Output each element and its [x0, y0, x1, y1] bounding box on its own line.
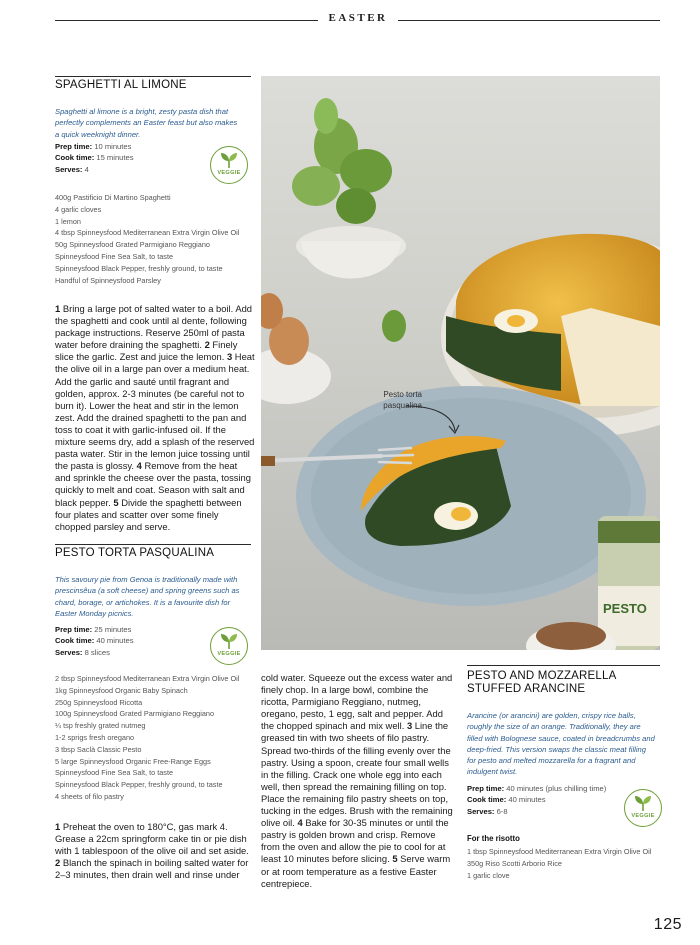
ingredients-list — [55, 673, 239, 803]
recipe-meta: Prep time: 40 minutes (plus chilling time) Cook time: 40 minutes Serves: 6-8 — [467, 784, 607, 816]
ingredient: 250g Spinneysfood Ricotta — [55, 697, 143, 707]
method-text: 1 Bring a large pot of salted water to a boil. Add the spaghetti and cook until al dente, following package instructions. Reserve 250ml of pasta water before draining the spaghetti. 2 Finely slice the garlic. Zest and juice the lemon. 3 Heat the olive oil in a large pan over a medium heat. Add the garlic and sauté until fragrant and golden, approx. 2-3 minutes (be careful not to burn it). Lower the heat and stir in the lemon zest. Add the drained spaghetti to the pan and toss to coat it with garlic-infused oil. If the mixture seems dry, add a splash of the reserved pasta water. Stir in the lemon juice tossing until the pasta is glossy. 4 Remove from the heat and sprinkle the cheese over the pasta, tossing quickly to melt and coat. Season with salt and black pepper. 5 Divide the spaghetti between four plates and scatter over some finely chopped parsley and serve. — [55, 303, 255, 532]
ingredient: 100g Spinneysfood Grated Parmigiano Reggiano — [55, 709, 215, 719]
recipe-intro: Spaghetti al limone is a bright, zesty pasta dish that perfectly complements an Easter feast but also makes a quick weeknight dinner. — [55, 107, 238, 139]
ingredient: 1-2 sprigs fresh oregano — [55, 732, 135, 742]
recipe-rule — [55, 76, 251, 77]
leaf-icon — [220, 632, 238, 650]
recipe-meta: Prep time: 10 minutes Cook time: 15 minutes Serves: 4 — [55, 142, 134, 174]
ingredient: 1 tbsp Spinneysfood Mediterranean Extra Virgin Olive Oil — [467, 847, 652, 856]
jar-label: PESTO — [603, 601, 647, 616]
leaf-icon — [220, 151, 238, 169]
ingredient: 5 large Spinneysfood Organic Free-Range Eggs — [55, 756, 211, 766]
header-rule-right — [398, 20, 660, 21]
ingredient: ¼ tsp freshly grated nutmeg — [55, 721, 146, 731]
ingredient: 3 tbsp Saclà Classic Pesto — [55, 744, 142, 754]
pie-photo-illustration — [261, 76, 660, 650]
ingredient-group-header: For the risotto — [467, 834, 520, 843]
ingredient: 4 sheets of filo pastry — [55, 791, 124, 801]
ingredients-list — [467, 846, 651, 881]
header-rule-left — [55, 20, 318, 21]
ingredient: Spinneysfood Black Pepper, freshly ground, to taste — [55, 263, 223, 273]
ingredient: 1kg Spinneysfood Organic Baby Spinach — [55, 685, 188, 695]
ingredient: 2 tbsp Spinneysfood Mediterranean Extra Virgin Olive Oil — [55, 674, 240, 683]
veggie-badge: VEGGIE — [210, 627, 248, 665]
page-number: 125 — [653, 916, 682, 933]
recipe-rule — [467, 665, 660, 666]
ingredient: Spinneysfood Black Pepper, freshly ground, to taste — [55, 780, 223, 790]
method-text: 1 Preheat the oven to 180°C, gas mark 4. Grease a 22cm springform cake tin or pie dish with 1 tablespoon of the olive oil and set aside. 2 Blanch the spinach in boiling salted water for 2–3 minutes, then drain well and rinse under — [55, 821, 249, 881]
ingredient: 50g Spinneysfood Grated Parmigiano Reggiano — [55, 240, 210, 250]
leaf-icon — [634, 794, 652, 812]
ingredient: 1 garlic clove — [467, 870, 510, 880]
ingredient: Handful of Spinneysfood Parsley — [55, 275, 161, 285]
food-photo — [261, 76, 660, 650]
recipe-title: SPAGHETTI AL LIMONE — [55, 79, 187, 91]
ingredient: Spinneysfood Fine Sea Salt, to taste — [55, 251, 174, 261]
ingredient: 350g Riso Scotti Arborio Rice — [467, 858, 562, 868]
photo-caption: Pesto torta pasqualina — [383, 390, 422, 410]
veggie-badge: VEGGIE — [210, 146, 248, 184]
ingredient: 1 lemon — [55, 216, 81, 226]
recipe-intro: Arancine (or arancini) are golden, crispy rice balls, roughly the size of an orange. Traditionally, they are filled with Bolognese sauce, coated in breadcrumbs and deep-fried. This version swaps the classic meat filling for pesto and melted mozzarella for a fragrant and indulgent twist. — [467, 711, 655, 777]
ingredient: 4 tbsp Spinneysfood Mediterranean Extra Virgin Olive Oil — [55, 228, 240, 238]
section-title: EASTER — [328, 12, 388, 24]
ingredient: 4 garlic cloves — [55, 204, 102, 214]
recipe-title: PESTO AND MOZZARELLA STUFFED ARANCINE — [467, 670, 617, 695]
recipe-meta: Prep time: 25 minutes Cook time: 40 minutes Serves: 8 slices — [55, 625, 134, 657]
ingredient: Spinneysfood Fine Sea Salt, to taste — [55, 768, 174, 778]
recipe-intro: This savoury pie from Genoa is traditionally made with prescinsêua (a soft cheese) and spring greens such as chard, borage, or artichokes. It is a favourite dish for Easter Monday picnics. — [55, 575, 240, 618]
ingredient: 400g Pastificio Di Martino Spaghetti — [55, 193, 171, 202]
recipe-title: PESTO TORTA PASQUALINA — [55, 547, 215, 559]
veggie-badge: VEGGIE — [624, 789, 662, 827]
method-text-continued: cold water. Squeeze out the excess water and finely chop. In a large bowl, combine the ricotta, Parmigiano Reggiano, nutmeg, oregano, pesto, 1 egg, salt and pepper. Add the chopped spinach and mix well. 3 Line the greased tin with two sheets of filo pastry. Spread two-thirds of the filling evenly over the pastry. Using a spoon, create four small wells in the filling. Crack one whole egg into each well, then spread the remaining filling on top. Place the remaining filo pastry sheets on top, tucking in the edges. Brush with the remaining olive oil. 4 Bake for 30-35 minutes or until the pastry is golden brown and crisp. Remove from the oven and allow the pie to cool for at least 10 minutes before slicing. 5 Serve warm or at room temperature as a festive Easter centrepiece. — [261, 672, 453, 889]
recipe-rule — [55, 544, 251, 545]
ingredients-list — [55, 192, 239, 286]
